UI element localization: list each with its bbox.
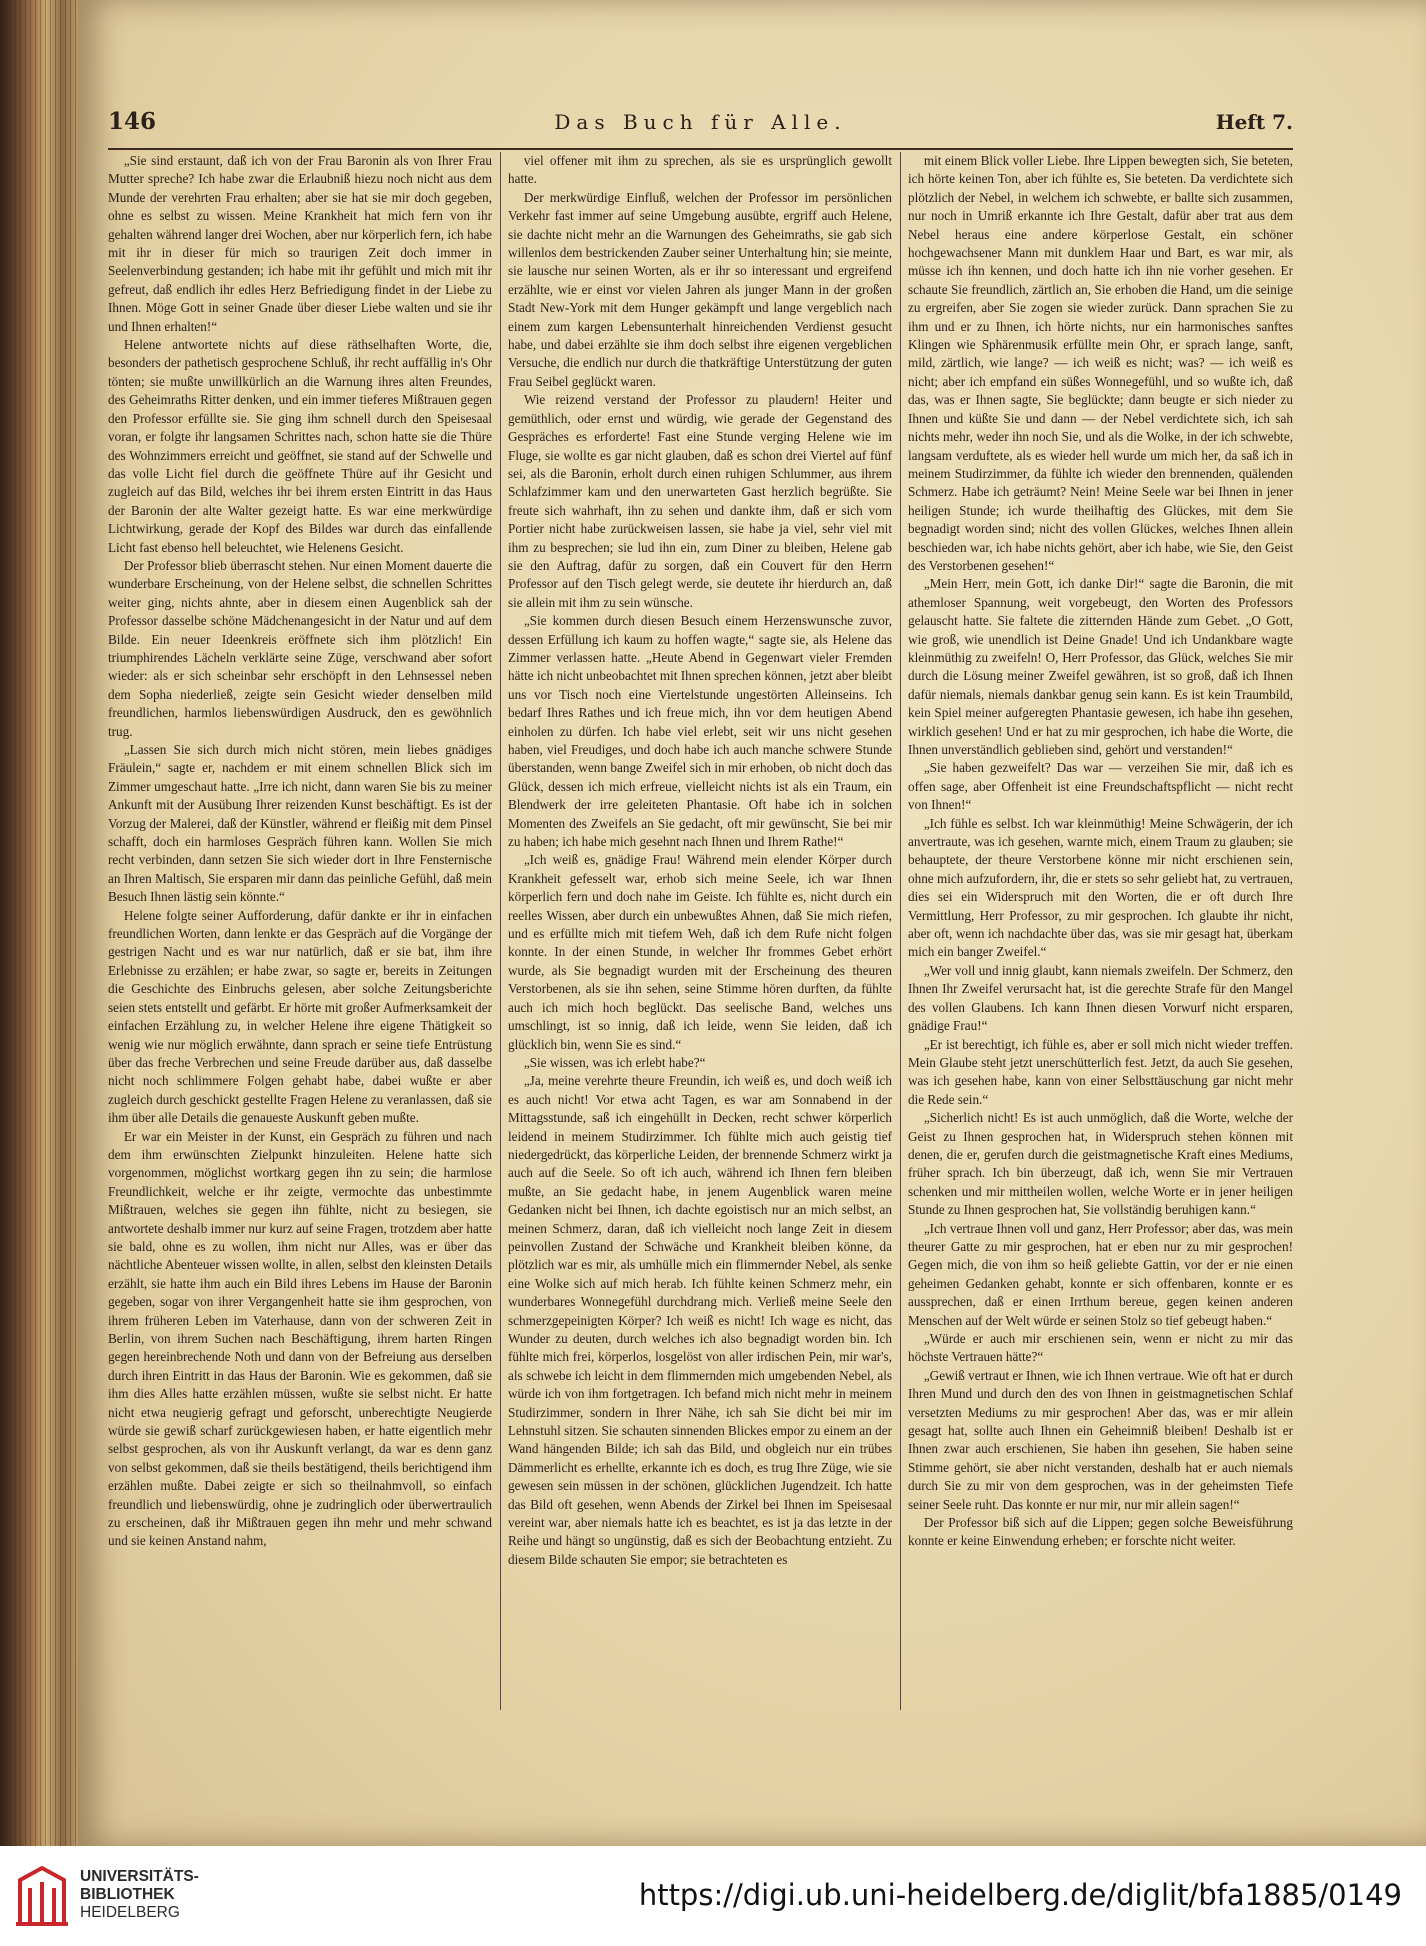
- paragraph: „Er ist berechtigt, ich fühle es, aber er soll mich nicht wieder treffen. Mein Glaube steht jetzt unerschütterlich fest. Jetzt, da auch Sie gesehen, was ich gesehen habe, kann von einer Selbsttäuschung gar nicht mehr die Rede sein.“: [908, 1036, 1293, 1107]
- paragraph: Er war ein Meister in der Kunst, ein Gespräch zu führen und nach dem ihm erwünschten Zielpunkt hinzuleiten. Helene hatte sich vorgenommen, möglichst wortkarg gegen ihn zu sein; die harmlose Freundlichkeit, welche er ihr zeigte, vermochte das unbestimmte Mißtrauen, welches sie gegen ihn fühlte, nicht zu besiegen, sie antwortete deshalb immer nur kurz auf seine Fragen, trotzdem aber hatte sie bald, ohne es zu wollen, ihm nicht nur Alles, was er über das nächtliche Abenteuer wissen wollte, in allen, selbst den kleinsten Details erzählt, sie hatte ihm auch ein Bild ihres Lebens im Hause der Baronin gegeben, sogar von ihrer Vergangenheit hatte sie ihm gesprochen, von ihrem früheren Leben im Vaterhause, dann von der schweren Zeit in Berlin, von ihrem Suchen nach Beschäftigung, ihrem harten Ringen gegen hereinbrechende Noth und dann von der Befreiung aus derselben durch ihren Eintritt in das Haus der Baronin. Wie es gekommen, daß sie ihm dies Alles hatte erzählen müssen, wußte sie selbst nicht. Er hatte nicht etwa neugierig gefragt und geforscht, unberechtigte Neugierde würde sie gewiß scharf zurückgewiesen haben, er hatte eigentlich mehr selbst gesprochen, als von ihr Auskunft verlangt, da war es denn ganz von selbst gekommen, daß sie theils bestätigend, theils berichtigend ihm erzählen mußte. Dabei zeigte er sich so theilnahmvoll, so einfach freundlich und liebenswürdig, ohne je zudringlich oder überwertraulich zu erscheinen, daß ihr Mißtrauen gegen ihn mehr und mehr schwand und sie keinen Anstand nahm,: [108, 1128, 492, 1549]
- paragraph: Der Professor blieb überrascht stehen. Nur einen Moment dauerte die wunderbare Erscheinung, von der Helene selbst, die schnellen Schrittes weiter ging, nichts ahnte, aber in diesem einen Augenblick sah der Professor dasselbe schöne Mädchenangesicht in der Natur und auf dem Bilde. Ein neuer Ideenkreis eröffnete sich ihm plötzlich! Ein triumphirendes Lächeln verklärte seine Züge, verschwand aber sofort wieder: als er sich scheinbar sehr erschöpft in den Lehnsessel neben dem Sopha niederließ, zeigte sein Gesicht wieder denselben mild freundlichen, harmlos liebenswürdigen Ausdruck, den es gewöhnlich trug.: [108, 557, 492, 739]
- library-name-line: BIBLIOTHEK: [80, 1886, 175, 1903]
- paragraph: „Sie wissen, was ich erlebt habe?“: [523, 1054, 706, 1070]
- paragraph: „Sie kommen durch diesen Besuch einem Herzenswunsche zuvor, dessen Erfüllung ich kaum zu hoffen wagte,“ sagte sie, als Helene das Zimmer verlassen hatte. „Heute Abend in Gegenwart vieler Fremden hätte ich nicht unbeobachtet mit Ihnen sprechen können, jetzt aber bleibt uns vor Tisch noch eine Viertelstunde ungestörten Alleinseins. Ich bedarf Ihres Rathes und ich freue mich, ihn vor dem heutigen Abend einholen zu dürfen. Ich habe viel erlebt, seit wir uns nicht gesehen haben, viel Freudiges, und doch habe ich auch manche schwere Stunde überstanden, wenn bange Zweifel sich in mir erhoben, ob nicht doch das Glück, dessen ich mich erfreue, vielleicht nichts ist als ein Traum, ein Blendwerk der irre geleiteten Phantasie. Oft habe ich in solchen Momenten des Zweifels an Sie gedacht, oft mir gewünscht, Sie bei mir zu haben; ich habe mich gesehnt nach Ihnen und Ihrem Rathe!“: [508, 613, 892, 850]
- paragraph: „Mein Herr, mein Gott, ich danke Dir!“ sagte die Baronin, die mit athemloser Spannung, weit vorgebeugt, den Worten des Professors gelauscht hatte. Sie faltete die zitternden Hände zum Gebet. „O Gott, wie groß, wie unendlich ist Deine Gnade! Und ich Undankbare wagte kleinmüthig zu zweifeln! O, Herr Professor, das Glück, welches Sie mir durch die Lösung meiner Zweifel gewähren, ist so groß, daß ich Ihnen dafür niemals, niemals dankbar genug sein kann. Es ist kein Traumbild, kein Spiel meiner aufgeregten Phantasie gewesen, ich habe ihn gesehen, wirklich gesehen! Und er hat zu mir gesprochen, ich habe die Worte, die Ihnen unverständlich geblieben sind, gehört und verstanden!“: [908, 576, 1293, 757]
- library-name: [80, 1868, 199, 1922]
- paragraph: Der merkwürdige Einfluß, welchen der Professor im persönlichen Verkehr fast immer auf seine Umgebung ausübte, ergriff auch Helene, sie dachte nicht mehr an die Warnungen des Geheimraths, sie gab sich willenlos dem bestrickenden Zauber seiner Unterhaltung hin; sie meinte, sie lausche nur seinen Worten, als er ihr so interessant und ergreifend erzählte, wie er einst vor vielen Jahren als junger Mann in der großen Stadt New-York mit dem Hunger gekämpft und lange vergeblich nach einem zum kargen Lebensunterhalt hinreichenden Verdienst gesucht habe, und dabei erzählte sie ihm doch selbst ihre eigenen vergeblichen Versuche, die endlich nur durch die thatkräftige Unterstützung der guten Frau Seibel geglückt waren.: [508, 189, 892, 389]
- paragraph: „Wer voll und innig glaubt, kann niemals zweifeln. Der Schmerz, den Ihnen Ihr Zweifel verursacht hat, ist die gerechte Strafe für den Mangel des vollen Glaubens. Ich kann Ihnen diesen Vorwurf nicht ersparen, gnädige Frau!“: [908, 962, 1293, 1034]
- column-divider: [900, 152, 901, 1710]
- book-page-edges: [0, 0, 78, 1846]
- column-2: [508, 152, 892, 1710]
- library-footer: [0, 1846, 1426, 1946]
- paragraph: „Lassen Sie sich durch mich nicht stören, mein liebes gnädiges Fräulein,“ sagte er, nachdem er mit einem schnellen Blick sich im Zimmer umgeschaut hatte. „Irre ich nicht, dann waren Sie bis zu meiner Ankunft mit der Ausübung Ihrer reizenden Kunst beschäftigt. Es ist der Vorzug der Malerei, daß der Künstler, während er fleißig mit dem Pinsel schafft, doch ein harmloses Gespräch führen kann. Wollen Sie mich recht verbinden, dann setzen Sie sich wieder dort in Ihre Fensternische an Ihren Maltisch, Sie ersparen mir dann das peinliche Gefühl, daß mein Besuch Ihnen lästig sein könnte.“: [108, 742, 492, 905]
- paragraph: „Ich weiß es, gnädige Frau! Während mein elender Körper durch Krankheit gefesselt war, erhob sich meine Seele, ich war Ihnen körperlich fern und doch nahe im Geiste. Ich fühlte es, nicht durch ein reelles Wissen, aber durch ein unbewußtes Ahnen, daß Sie mich riefen, und es erfüllte mich mit tiefem Weh, daß ich dem Rufe nicht folgen konnte. In der einen Stunde, in welcher Ihr frommes Gebet erhört wurde, als Sie begnadigt wurden mit der Erscheinung des theuren Verstorbenen, als sie ihn sehen, seine Stimme hören durften, da fühlte auch ich mich hoch beglückt. Das seelische Band, welches uns umschlingt, ist so innig, daß ich leide, wenn Sie leiden, daß ich glücklich bin, wenn Sie es sind.“: [508, 852, 892, 1052]
- column-1: [108, 152, 492, 1710]
- paragraph: „Ja, meine verehrte theure Freundin, ich weiß es, und doch weiß ich es auch nicht! Vor etwa acht Tagen, es war am Sonnabend in der Mittagsstunde, saß ich eingehüllt in Decken, recht schwer körperlich leidend in meinem Studirzimmer. Ich fühlte mich auch geistig tief niedergedrückt, das körperliche Leiden, der brennende Schmerz wirkt ja auch auf die Seele. So oft ich auch, während ich Ihnen fern bleiben mußte, an Sie gedacht habe, in jenem Augenblick waren meine Gedanken nicht bei Ihnen, ich dachte egoistisch nur an mich selbst, an meinen Schmerz, daran, daß ich vielleicht noch lange Zeit in diesem peinvollen Zustand der Schwäche und Krankheit bleiben könne, da plötzlich war es mir, als umhülle mich ein flimmernder Nebel, als senke eine Wolke sich auf mich herab. Ich fühlte keinen Schmerz mehr, ein wunderbares Wonnegefühl durchdrang mich. Verließ meine Seele den schmerzgepeinigten Körper? Ich weiß es nicht! Ich wage es nicht, das Wunder zu deuten, durch welches ich also begnadigt worden bin. Ich fühlte mich frei, körperlos, losgelöst von aller irdischen Pein, mir war's, als schwebe ich leicht in dem flimmernden mich umgebenden Nebel, als würde ich von ihm fortgetragen. Ich befand mich nicht mehr in meinem Studirzimmer, sondern in Ihrer Nähe, ich sah Sie dicht bei mir im Lehnstuhl sitzen. Sie schauten sinnenden Blickes empor zu einem an der Wand hängenden Bilde; ich sah das Bild, und obgleich nur ein trübes Dämmerlicht es erhellte, erkannte ich es doch, es trug Ihre Züge, wie sie gewesen sein müssen in der schönen, glücklichen Jugendzeit. Ich hatte das Bild oft gesehen, wenn Abends der Zirkel bei Ihnen im Speisesaal vereint war, aber niemals hatte ich es beachtet, es ist ja das letzte in der Reihe und hängt so ungünstig, daß es sich der Beobachtung entzieht. Zu diesem Bilde schauten Sie empor; sie betrachteten es: [508, 1073, 892, 1567]
- page-number: 146: [108, 108, 157, 135]
- library-name-line: HEIDELBERG: [80, 1904, 180, 1921]
- issue-number: Heft 7.: [1215, 110, 1293, 134]
- paragraph: „Gewiß vertraut er Ihnen, wie ich Ihnen vertraue. Wie oft hat er durch Ihren Mund und durch den des von Ihnen in geistmagnetischen Schlaf versetzten Mediums zu mir gesprochen! Aber das, was er mir allein gesagt hat, sollte auch Ihnen ein Geheimniß bleiben! Deshalb ist er Ihnen zwar auch erschienen, Sie haben ihn gesehen, Sie haben seine Stimme gehört, sie aber nicht verstanden, deshalb hat er auch niemals durch Sie zu mir von dem gesprochen, was in der geheimsten Tiefe seiner Seele ruht. Das konnte er nur mir, nur mir allein sagen!“: [908, 1367, 1293, 1512]
- document-url-link[interactable]: https://digi.ub.uni-heidelberg.de/diglit/bfa1885/0149: [638, 1878, 1402, 1912]
- library-name-line: UNIVERSITÄTS-: [80, 1868, 199, 1885]
- paragraph: „Würde er auch mir erschienen sein, wenn er nicht zu mir das höchste Vertrauen hätte?“: [908, 1331, 1293, 1365]
- column-3: [908, 152, 1293, 1710]
- library-logo-icon: [14, 1862, 70, 1928]
- paragraph: mit einem Blick voller Liebe. Ihre Lippen bewegten sich, Sie beteten, ich hörte keinen Ton, aber ich fühlte es, Sie beteten. Da verdichtete sich plötzlich der Nebel, in welchem ich schwebte, er ballte sich zusammen, nur noch in Umriß erkannte ich Ihre Gestalt, dafür aber trat aus dem Nebel heraus eine andere körperlose Gestalt, ein schöner hochgewachsener Mann mit dunklem Haar und Bart, es war mir, als müsse ich ihn kennen, und doch hatte ich ihn nie vorher gesehen. Er schaute Sie freundlich, zärtlich an, Sie erhoben die Hand, um die seinige zu ergreifen, aber Sie zogen sie wieder zurück. Dann sprachen Sie zu ihm und er zu Ihnen, ich hörte nichts, nur ein harmonisches sanftes Klingen wie Sphärenmusik erfüllte mein Ohr, er sprach lange, sanft, mild, zärtlich, wie lange? — ich weiß es nicht; was? — ich weiß es nicht; aber ich empfand ein süßes Wonnegefühl, und so wußte ich, daß das, was er Ihnen sagte, Sie beglückte; dann beugte er sich nieder zu Ihnen und küßte Sie und dann — der Nebel verdichtete sich, ich sah nichts mehr, weder ihn noch Sie, und als die Wolke, in der ich schwebte, langsam verduftete, als es wieder hell wurde um mich her, da saß ich in meinem Studirzimmer, da fühlte ich wieder den brennenden, quälenden Schmerz. Habe ich geträumt? Nein! Meine Seele war bei Ihnen in jener heiligen Stunde; ich wurde theilhaftig des Glückes, mit dem Sie begnadigt worden sind; nicht des vollen Glückes, welches Ihnen allein beschieden war, ich habe nichts gehört, aber ich habe, wie Sie, den Geist des Verstorbenen gesehen!“: [908, 153, 1293, 573]
- paragraph: „Sie haben gezweifelt? Das war — verzeihen Sie mir, daß ich es offen sage, aber Offenheit ist eine Freundschaftspflicht — nicht recht von Ihnen!“: [908, 760, 1293, 813]
- paragraph: Der Professor biß sich auf die Lippen; gegen solche Beweisführung konnte er keine Einwendung erheben; er forschte nicht weiter.: [908, 1515, 1293, 1549]
- paragraph: „Sie sind erstaunt, daß ich von der Frau Baronin als von Ihrer Frau Mutter spreche? Ich habe zwar die Erlaubniß hiezu noch nicht aus dem Munde der verehrten Frau erhalten; aber sie hat sie mir doch gegeben, ohne es selbst zu wissen. Meine Krankheit hat mich fern von ihr gehalten während langer drei Wochen, aber nur körperlich fern, ich habe mit ihr in dieser für mich so traurigen Zeit doch immer in Seelenverbindung gestanden; ich habe mit ihr gefühlt und mich mit ihr gefreut, daß endlich ihr edles Herz Befriedigung findet in der Liebe zu Ihnen. Möge Gott in seiner Gnade über dieser Liebe walten und sie ihr und Ihnen erhalten!“: [108, 153, 492, 334]
- column-divider: [500, 152, 501, 1710]
- page-header: [108, 106, 1293, 150]
- paragraph: „Ich vertraue Ihnen voll und ganz, Herr Professor; aber das, was mein theurer Gatte zu mir gesprochen, hat er eben nur zu mir gesprochen! Gegen mich, die von ihm so heiß geliebte Gattin, vor der er nie einen geheimen Gedanken gehabt, konnte er sich offenbaren, konnte er es aussprechen, daß er einen Irrthum bereue, gegen keinen anderen Menschen auf der Welt würde er seinen Stolz so tief gebeugt haben.“: [908, 1220, 1293, 1328]
- paragraph: „Sicherlich nicht! Es ist auch unmöglich, daß die Worte, welche der Geist zu Ihnen gesprochen hat, in Widerspruch stehen können mit denen, die er, gerufen durch die geistmagnetische Kraft eines Mediums, früher sprach. Ich bin überzeugt, daß ich, wenn Sie mir Vertrauen schenken und mir mittheilen wollen, welche Worte er in jener heiligen Stunde zu Ihnen gesprochen hat, Sie vollständig beruhigen kann.“: [908, 1110, 1293, 1218]
- paragraph: Helene folgte seiner Aufforderung, dafür dankte er ihr in einfachen freundlichen Worten, dann lenkte er das Gespräch auf die Vorgänge der gestrigen Nacht und es war nur natürlich, daß er sie bat, ihm ihre Erlebnisse zu erzählen; er habe zwar, so sagte er, bereits in Zeitungen die Geschichte des Einbruchs gelesen, aber solche Zeitungsberichte seien stets entstellt und gefärbt. Er hörte mit großer Aufmerksamkeit der einfachen Erzählung zu, in welcher Helene ihre eigene Thätigkeit so wenig wie nur möglich erwähnte, dann sprach er seine tiefe Entrüstung über das freche Verbrechen und seine Freude darüber aus, daß dasselbe nicht noch schlimmere Folgen gehabt habe, dabei wußte er aber zugleich durch geschickt gestellte Fragen Helene zu veranlassen, daß sie ihm über alle Details die genaueste Auskunft geben mußte.: [108, 907, 492, 1126]
- running-title: Das Buch für Alle.: [554, 110, 847, 134]
- paragraph: viel offener mit ihm zu sprechen, als sie es ursprünglich gewollt hatte.: [508, 153, 892, 187]
- paragraph: Helene antwortete nichts auf diese räthselhaften Worte, die, besonders der pathetisch gesprochene Schluß, ihr recht auffällig in's Ohr tönten; sie mußte unwillkürlich an die Warnung ihres alten Freundes, des Geheimraths Ritter denken, und ein immer tieferes Mißtrauen gegen den Professor erfüllte sie. Sie ging ihm schnell durch den Speisesaal voran, er folgte ihr langsamen Schrittes nach, schon hatte sie die Thüre des Wohnzimmers erreicht und geöffnet, sie stand auf der Schwelle und das volle Licht fiel durch die geöffnete Thüre auf ihr Gesicht und zugleich auf das Bild, welches ihr bei ihrem ersten Eintritt in das Haus der Baronin der alte Walter gezeigt hatte. Es war eine merkwürdige Lichtwirkung, gerade der Kopf des Bildes war durch das einfallende Licht fast ebenso hell beleuchtet, wie Helenens Gesicht.: [108, 337, 492, 555]
- paragraph: „Ich fühle es selbst. Ich war kleinmüthig! Meine Schwägerin, der ich anvertraute, was ich gesehen, warnte mich, einem Traum zu glauben; sie behauptete, der theure Verstorbene könne mir nicht erschienen sein, ohne mich aufzufordern, ihr, die er stets so sehr geliebt hat, zu vertrauen, dies sei ein Widerspruch mit den Worten, die er oft durch Ihre Vermittlung, Herr Professor, zu mir gesprochen. Ich glaubte ihr nicht, aber oft, wenn ich nachdachte über das, was sie mir gesagt hat, überkam mich ein banger Zweifel.“: [908, 815, 1293, 960]
- paragraph: Wie reizend verstand der Professor zu plaudern! Heiter und gemüthlich, oder ernst und würdig, wie gerade der Gegenstand des Gespräches es erforderte! Fast eine Stunde verging Helene wie im Fluge, sie wollte es gar nicht glauben, daß es schon drei Viertel auf fünf sei, als die Baronin, erholt durch einen ruhigen Schlummer, aus ihrem Schlafzimmer kam und den unerwarteten Gast herzlich begrüßte. Sie freute sich wahrhaft, ihn zu sehen und dankte ihm, daß er sich vom Portier nicht habe zurückweisen lassen, sie habe ja viel, sehr viel mit ihm zu besprechen; sie lud ihn ein, zum Diner zu bleiben, Helene gab sie den Auftrag, dafür zu sorgen, daß ein Couvert für den Herrn Professor auf den Tisch gelegt werde, sie deutete ihr hierdurch an, daß sie allein mit ihm zu sein wünsche.: [508, 392, 892, 610]
- text-columns: [108, 152, 1293, 1710]
